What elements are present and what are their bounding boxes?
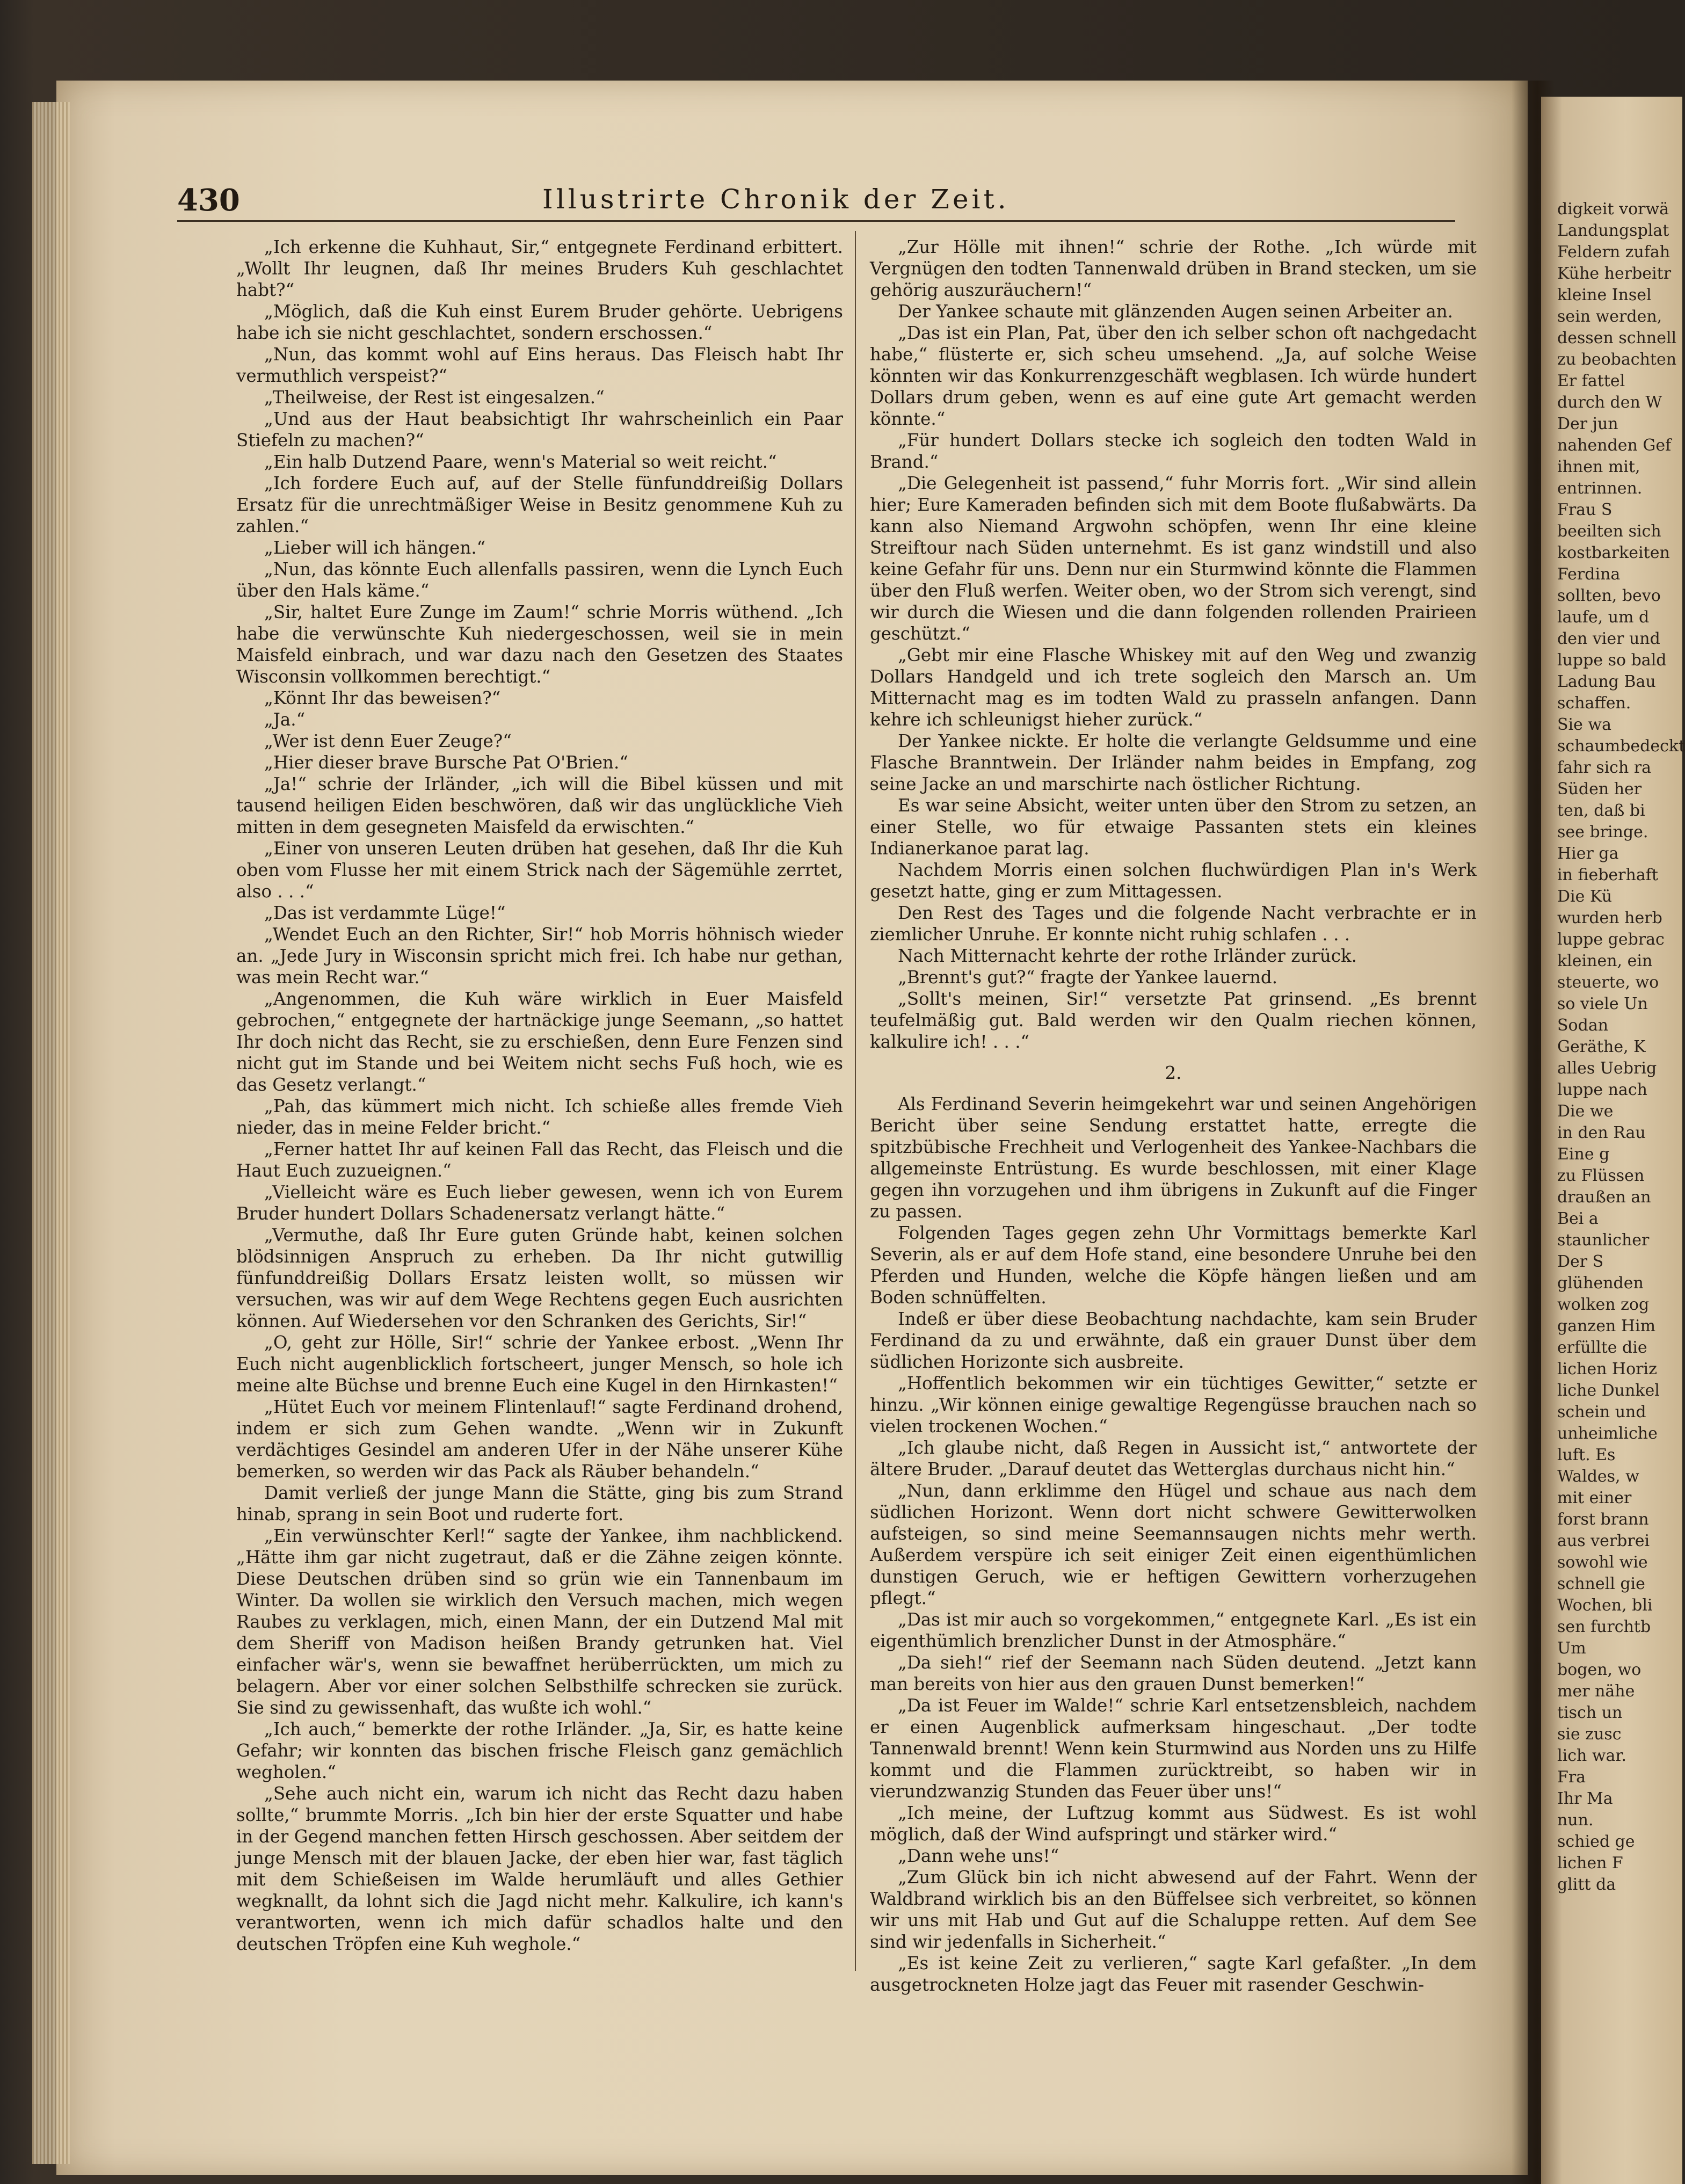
- paragraph: „Es ist keine Zeit zu verlieren,“ sagte Karl gefaßter. „In dem ausgetrockneten Holze jagt das Feuer mit rasender Geschwin-: [870, 1953, 1477, 1995]
- paragraph: Fra: [1557, 1768, 1586, 1787]
- paragraph: „Das ist mir auch so vorgekommen,“ entgegnete Karl. „Es ist ein eigenthümlich brenzlicher Dunst in der Atmosphäre.“: [870, 1609, 1477, 1651]
- paragraph: „Nun, dann erklimme den Hügel und schaue aus nach dem südlichen Horizont. Wenn dort nicht schwere Gewitterwolken aufsteigen, so sind meine Seemannsaugen nichts mehr werth. Außerdem verspüre ich seit einiger Zeit einen eigenthümlichen dunstigen Geruch, wie er heftigen Gewittern vorherzugehen pflegt.“: [870, 1481, 1477, 1608]
- paragraph: Eine g: [1557, 1145, 1610, 1164]
- paragraph: „Vermuthe, daß Ihr Eure guten Gründe habt, keinen solchen blödsinnigen Anspruch zu erheben. Da Ihr nicht gutwillig fünfunddreißig Dollars Ersatz leisten wollt, so müssen wir versuchen, was wir auf dem Wege Rechtens gegen Euch ausrichten können. Auf Wiedersehen vor den Schranken des Gerichts, Sir!“: [236, 1225, 843, 1331]
- paragraph: Ferdina: [1557, 565, 1621, 584]
- paragraph: „Hoffentlich bekommen wir ein tüchtiges Gewitter,“ setzte er hinzu. „Wir können einige gewaltige Regengüsse brauchen nach so vielen trockenen Wochen.“: [870, 1373, 1477, 1436]
- page-number: 430: [177, 183, 240, 218]
- paragraph: luft. Es: [1557, 1446, 1616, 1464]
- paragraph: aus verbrei: [1557, 1532, 1650, 1550]
- paragraph: ten, daß bi: [1557, 801, 1645, 820]
- paragraph: so viele Un: [1557, 995, 1648, 1013]
- paragraph: „Pah, das kümmert mich nicht. Ich schieße alles fremde Vieh nieder, das in meine Felder bricht.“: [236, 1096, 843, 1138]
- paragraph: Der Yankee schaute mit glänzenden Augen seinen Arbeiter an.: [898, 301, 1454, 322]
- paragraph: Waldes, w: [1557, 1467, 1639, 1486]
- paragraph: Er fattel: [1557, 372, 1625, 390]
- paragraph: „Theilweise, der Rest ist eingesalzen.“: [264, 387, 605, 408]
- page-edges: [32, 102, 70, 2164]
- paragraph: kostbarkeiten: [1557, 543, 1670, 562]
- paragraph: in den Rau: [1557, 1123, 1646, 1142]
- paragraph: Sie wa: [1557, 715, 1612, 734]
- header-rule: [177, 220, 1455, 222]
- paragraph: „Ja!“ schrie der Irländer, „ich will die Bibel küssen und mit tausend heiligen Eiden beschwören, daß wir das unglückliche Vieh mitten in dem gesegneten Maisfeld da erwischten.“: [236, 774, 843, 837]
- paragraph: Ihr Ma: [1557, 1789, 1613, 1808]
- paragraph: zu Flüssen: [1557, 1166, 1645, 1185]
- paragraph: kleine Insel: [1557, 286, 1652, 304]
- paragraph: Kühe herbeitr: [1557, 264, 1672, 283]
- paragraph: luppe gebrac: [1557, 930, 1665, 949]
- paragraph: liche Dunkel: [1557, 1381, 1660, 1400]
- section-number: 2.: [1165, 1063, 1182, 1083]
- paragraph: luppe so bald: [1557, 651, 1667, 670]
- paragraph: „Ferner hattet Ihr auf keinen Fall das Recht, das Fleisch und die Haut Euch zuzueignen.“: [236, 1139, 843, 1181]
- paragraph: Süden her: [1557, 780, 1642, 799]
- paragraph: „Lieber will ich hängen.“: [264, 538, 486, 558]
- paragraph: fahr sich ra: [1557, 758, 1652, 777]
- paragraph: schein und: [1557, 1403, 1646, 1421]
- paragraph: Damit verließ der junge Mann die Stätte, ging bis zum Strand hinab, sprang in sein Boot und ruderte fort.: [236, 1483, 843, 1525]
- paragraph: „Wendet Euch an den Richter, Sir!“ hob Morris höhnisch wieder an. „Jede Jury in Wisconsin spricht mich frei. Ich habe nur gethan, was mein Recht war.“: [236, 924, 843, 988]
- paragraph: „Ich glaube nicht, daß Regen in Aussicht ist,“ antwortete der ältere Bruder. „Darauf deutet das Wetterglas durchaus nicht hin.“: [870, 1438, 1477, 1479]
- paragraph: kleinen, ein: [1557, 952, 1653, 970]
- paragraph: „Möglich, daß die Kuh einst Eurem Bruder gehörte. Uebrigens habe ich sie nicht geschlachtet, sondern erschossen.“: [236, 301, 843, 343]
- paragraph: schaumbedeckt: [1557, 737, 1685, 756]
- paragraph: Wochen, bli: [1557, 1596, 1653, 1615]
- paragraph: „Ein halb Dutzend Paare, wenn's Material so weit reicht.“: [264, 452, 777, 472]
- paragraph: glitt da: [1557, 1875, 1616, 1894]
- paragraph: sen furchtb: [1557, 1617, 1651, 1636]
- page-header: [177, 177, 1455, 226]
- paragraph: Indeß er über diese Beobachtung nachdachte, kam sein Bruder Ferdinand da zu und erwähnte, daß ein grauer Dunst über dem südlichen Horizonte sich ausbreite.: [870, 1309, 1477, 1372]
- paragraph: Der Yankee nickte. Er holte die verlangte Geldsumme und eine Flasche Branntwein. Der Irländer nahm beides in Empfang, zog seine Jacke an und marschirte nach östlicher Richtung.: [870, 731, 1477, 794]
- paragraph: in fieberhaft: [1557, 866, 1658, 884]
- paragraph: Der jun: [1557, 415, 1618, 433]
- paragraph: durch den W: [1557, 393, 1662, 412]
- paragraph: „Ein verwünschter Kerl!“ sagte der Yankee, ihm nachblickend. „Hätte ihm gar nicht zugetraut, daß er die Zähne zeigen könnte. Diese Deutschen drüben sind so grün wie ein Tannenbaum im Winter. Da wollen sie wirklich den Versuch machen, mich wegen Raubes zu verklagen, mich, einen Mann, der ein Dutzend Mal mit dem Sheriff von Madison heißen Brandy getrunken hat. Viel einfacher wär's, wenn sie bewaffnet herüberrückten, um mich zu belagern. Aber vor einer solchen Selbsthilfe schrecken sie zurück. Sie sind zu gewissenhaft, das wußte ich wohl.“: [236, 1526, 843, 1718]
- paragraph: „Sir, haltet Eure Zunge im Zaum!“ schrie Morris wüthend. „Ich habe die verwünschte Kuh niedergeschossen, weil sie in mein Maisfeld einbrach, und war dazu nach den Gesetzen des Staates Wisconsin vollkommen berechtigt.“: [236, 602, 843, 687]
- paragraph: Der S: [1557, 1252, 1604, 1271]
- paragraph: „Für hundert Dollars stecke ich sogleich den todten Wald in Brand.“: [870, 430, 1477, 472]
- paragraph: „Einer von unseren Leuten drüben hat gesehen, daß Ihr die Kuh oben vom Flusse her mit einem Strick nach der Sägemühle zerrtet, also . . .“: [236, 838, 843, 902]
- paragraph: Die Kü: [1557, 887, 1613, 906]
- paragraph: staunlicher: [1557, 1231, 1650, 1250]
- paragraph: tisch un: [1557, 1703, 1623, 1722]
- paragraph: Es war seine Absicht, weiter unten über den Strom zu setzen, an einer Stelle, wo für etwaige Passanten stets ein kleines Indianerkanoe parat lag.: [870, 795, 1477, 859]
- paragraph: „Nun, das kommt wohl auf Eins heraus. Das Fleisch habt Ihr vermuthlich verspeist?“: [236, 344, 843, 386]
- paragraph: glühenden: [1557, 1274, 1644, 1293]
- paragraph: „Ich erkenne die Kuhhaut, Sir,“ entgegnete Ferdinand erbittert. „Wollt Ihr leugnen, daß Ihr meines Bruders Kuh geschlachtet habt?“: [236, 237, 843, 300]
- paragraph: „Das ist verdammte Lüge!“: [264, 903, 506, 923]
- paragraph: „Könnt Ihr das beweisen?“: [264, 688, 501, 708]
- paragraph: bogen, wo: [1557, 1660, 1642, 1679]
- paragraph: lichen F: [1557, 1854, 1623, 1873]
- paragraph: „Die Gelegenheit ist passend,“ fuhr Morris fort. „Wir sind allein hier; Eure Kameraden befinden sich mit dem Boote flußabwärts. Da kann also Niemand Argwohn schöpfen, wenn Ihr eine kleine Streiftour nach Süden unternehmt. Es ist ganz windstill und also keine Gefahr für uns. Denn nur ein Sturmwind könnte die Flammen über den Fluß werfen. Weiter oben, wo der Strom sich verengt, sind wir durch die Wiesen und die dann folgenden rollenden Prairieen geschützt.“: [870, 473, 1477, 644]
- paragraph: sie zusc: [1557, 1725, 1622, 1744]
- paragraph: zu beobachten: [1557, 350, 1677, 369]
- paragraph: digkeit vorwä: [1557, 200, 1669, 219]
- paragraph: ihnen mit,: [1557, 458, 1640, 476]
- paragraph: erfüllte die: [1557, 1338, 1647, 1357]
- paragraph: „Brennt's gut?“ fragte der Yankee lauernd.: [898, 967, 1278, 988]
- paragraph: „Ich auch,“ bemerkte der rothe Irländer. „Ja, Sir, es hatte keine Gefahr; wir konnten das bischen frische Fleisch ganz gemächlich wegholen.“: [236, 1719, 843, 1782]
- paragraph: laufe, um d: [1557, 608, 1650, 627]
- paragraph: „Zur Hölle mit ihnen!“ schrie der Rothe. „Ich würde mit Vergnügen den todten Tannenwald drüben in Brand stecken, um sie gehörig auszuräuchern!“: [870, 237, 1477, 300]
- paragraph: luppe nach: [1557, 1080, 1647, 1099]
- right-column: [870, 236, 1477, 1995]
- paragraph: schnell gie: [1557, 1574, 1645, 1593]
- paragraph: „Zum Glück bin ich nicht abwesend auf der Fahrt. Wenn der Waldbrand wirklich bis an den Büffelsee sich verbreitet, so können wir uns mit Hab und Gut auf die Schaluppe retten. Auf dem See sind wir jedenfalls in Sicherheit.“: [870, 1867, 1477, 1952]
- paragraph: „Sehe auch nicht ein, warum ich nicht das Recht dazu haben sollte,“ brummte Morris. „Ich bin hier der erste Squatter und habe in der Gegend manchen fetten Hirsch geschossen. Aber seitdem der junge Mensch mit der blauen Jacke, der eben hier war, fast täglich mit dem Schießeisen im Walde herumläuft und alles Gethier wegknallt, da lohnt sich die Jagd nicht mehr. Kalkulire, ich kann's verantworten, wenn ich mich dafür schadlos halte und den deutschen Tröpfen eine Kuh weghole.“: [236, 1783, 843, 1954]
- paragraph: Geräthe, K: [1557, 1037, 1646, 1056]
- adjacent-page: [1541, 97, 1685, 2184]
- paragraph: steuerte, wo: [1557, 973, 1659, 992]
- paragraph: Als Ferdinand Severin heimgekehrt war und seinen Angehörigen Bericht über seine Sendung erstattet hatte, erregte die spitzbübische Frechheit und Verlogenheit des Yankee-Nachbars die allgemeinste Entrüstung. Es wurde beschlossen, mit einer Klage gegen ihn vorzugehen und ihm übrigens in Zukunft auf die Finger zu passen.: [870, 1094, 1477, 1222]
- paragraph: Nachdem Morris einen solchen fluchwürdigen Plan in's Werk gesetzt hatte, ging er zum Mittagessen.: [870, 860, 1477, 902]
- paragraph: schaffen.: [1557, 694, 1631, 713]
- paragraph: beeilten sich: [1557, 522, 1661, 541]
- paragraph: sein werden,: [1557, 307, 1662, 326]
- paragraph: lichen Horiz: [1557, 1360, 1657, 1378]
- paragraph: entrinnen.: [1557, 479, 1643, 498]
- paragraph: „Sollt's meinen, Sir!“ versetzte Pat grinsend. „Es brennt teufelmäßig gut. Bald werden wir den Qualm riechen können, kalkulire ich! . . .“: [870, 989, 1477, 1052]
- paragraph: „Ja.“: [264, 709, 306, 730]
- paragraph: mer nähe: [1557, 1682, 1635, 1701]
- paragraph: Ladung Bau: [1557, 672, 1656, 691]
- paragraph: „Und aus der Haut beabsichtigt Ihr wahrscheinlich ein Paar Stiefeln zu machen?“: [236, 409, 843, 451]
- paragraph: lich war.: [1557, 1746, 1626, 1765]
- paragraph: alles Uebrig: [1557, 1059, 1657, 1078]
- right-column-part2: [870, 1093, 1477, 1996]
- paragraph: „Ich meine, der Luftzug kommt aus Südwest. Es ist wohl möglich, daß der Wind aufspringt und stärker wird.“: [870, 1803, 1477, 1845]
- paragraph: unheimliche: [1557, 1424, 1658, 1443]
- paragraph: Den Rest des Tages und die folgende Nacht verbrachte er in ziemlicher Unruhe. Er konnte nicht ruhig schlafen . . .: [870, 903, 1477, 945]
- paragraph: „Vielleicht wäre es Euch lieber gewesen, wenn ich von Eurem Bruder hundert Dollars Schadenersatz verlangt hätte.“: [236, 1182, 843, 1224]
- paragraph: „Dann wehe uns!“: [898, 1846, 1059, 1866]
- paragraph: nun.: [1557, 1811, 1594, 1830]
- left-column: [236, 236, 843, 1955]
- paragraph: „Wer ist denn Euer Zeuge?“: [264, 731, 512, 751]
- paragraph: Frau S: [1557, 500, 1613, 519]
- paragraph: Um: [1557, 1639, 1586, 1658]
- paragraph: „Hier dieser brave Bursche Pat O'Brien.“: [264, 752, 628, 773]
- paragraph: „Da sieh!“ rief der Seemann nach Süden deutend. „Jetzt kann man bereits von hier aus den grauen Dunst bemerken!“: [870, 1652, 1477, 1694]
- paragraph: dessen schnell: [1557, 329, 1677, 347]
- paragraph: Folgenden Tages gegen zehn Uhr Vormittags bemerkte Karl Severin, als er auf dem Hofe stand, eine besondere Unruhe bei den Pferden und Hunden, welche die Köpfe hängen ließen und am Boden schnüffelten.: [870, 1223, 1477, 1308]
- paragraph: Sodan: [1557, 1016, 1609, 1035]
- paragraph: mit einer: [1557, 1489, 1632, 1507]
- running-title: Illustrirte Chronik der Zeit.: [542, 184, 1009, 215]
- paragraph: sowohl wie: [1557, 1553, 1648, 1572]
- paragraph: Die we: [1557, 1102, 1614, 1121]
- paragraph: see bringe.: [1557, 823, 1648, 841]
- paragraph: wolken zog: [1557, 1295, 1650, 1314]
- paragraph: „Nun, das könnte Euch allenfalls passiren, wenn die Lynch Euch über den Hals käme.“: [236, 559, 843, 601]
- paragraph: „Ich fordere Euch auf, auf der Stelle fünfunddreißig Dollars Ersatz für die unrechtmäßiger Weise in Besitz genommene Kuh zu zahlen.“: [236, 473, 843, 536]
- paragraph: wurden herb: [1557, 909, 1662, 927]
- paragraph: ganzen Him: [1557, 1317, 1656, 1336]
- paragraph: „Das ist ein Plan, Pat, über den ich selber schon oft nachgedacht habe,“ flüsterte er, sich scheu umsehend. „Ja, auf solche Weise könnten wir das Konkurrenzgeschäft wegblasen. Ich würde hundert Dollars drum geben, wenn es auf eine gute Art gemacht werden könnte.“: [870, 323, 1477, 429]
- paragraph: „Angenommen, die Kuh wäre wirklich in Euer Maisfeld gebrochen,“ entgegnete der hartnäckige junge Seemann, „so hattet Ihr doch nicht das Recht, sie zu erschießen, denn Eure Fenzen sind nicht gut im Stande und bei Weitem nicht sechs Fuß hoch, wie es das Gesetz verlangt.“: [236, 989, 843, 1095]
- column-divider: [855, 231, 856, 1971]
- right-column-part1: [870, 236, 1477, 1053]
- paragraph: Feldern zufah: [1557, 243, 1671, 262]
- paragraph: „Gebt mir eine Flasche Whiskey mit auf den Weg und zwanzig Dollars Handgeld und ich trete sogleich den Marsch an. Um Mitternacht mag es im todten Wald zu prasseln anfangen. Dann kehre ich schleunigst hieher zurück.“: [870, 645, 1477, 730]
- paragraph: Landungsplat: [1557, 221, 1669, 240]
- paragraph: „Da ist Feuer im Walde!“ schrie Karl entsetzensbleich, nachdem er einen Augenblick aufmerksam hingeschaut. „Der todte Tannenwald brennt! Wenn kein Sturmwind aus Norden uns zu Hilfe kommt und die Flammen zurücktreibt, so haben wir in vierundzwanzig Stunden das Feuer über uns!“: [870, 1695, 1477, 1802]
- paragraph: „O, geht zur Hölle, Sir!“ schrie der Yankee erbost. „Wenn Ihr Euch nicht augenblicklich fortscheert, junger Mensch, so hole ich meine alte Büchse und brenne Euch eine Kugel in den Hirnkasten!“: [236, 1332, 843, 1396]
- paragraph: Bei a: [1557, 1209, 1599, 1228]
- paragraph: sollten, bevo: [1557, 586, 1661, 605]
- paragraph: den vier und: [1557, 629, 1660, 648]
- paragraph: „Hütet Euch vor meinem Flintenlauf!“ sagte Ferdinand drohend, indem er sich zum Gehen wandte. „Wenn wir in Zukunft verdächtiges Gesindel am anderen Ufer in der Nähe unserer Kühe bemerken, so werden wir das Pack als Räuber behandeln.“: [236, 1397, 843, 1482]
- paragraph: Nach Mitternacht kehrte der rothe Irländer zurück.: [898, 946, 1357, 966]
- paragraph: schied ge: [1557, 1832, 1635, 1851]
- paragraph: Hier ga: [1557, 844, 1619, 863]
- adjacent-page-text: [1557, 199, 1685, 1896]
- paragraph: nahenden Gef: [1557, 436, 1672, 455]
- paragraph: draußen an: [1557, 1188, 1651, 1207]
- paragraph: forst brann: [1557, 1510, 1649, 1529]
